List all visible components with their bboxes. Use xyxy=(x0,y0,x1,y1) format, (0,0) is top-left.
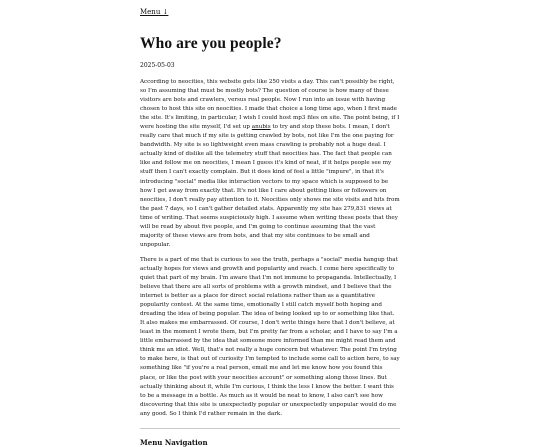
anubis-link[interactable]: anubis xyxy=(251,124,271,131)
paragraph-1-text-a: According to neocities, this website gets like 250 visits a day. This can't possibly be right, so I'm assuming that must be mostly bots? The question of course is how many of these visitors are bots and crawlers, versus real people. Now I run into an issue with having chosen to host this site on neocities. I made that choice a long time ago, when I first made the site. It's limiting, in particular, I wish I could host mp3 files on site. The point being, if I were hosting the site myself, I'd set up xyxy=(140,79,400,131)
paragraph-1 xyxy=(140,78,400,250)
menu-toggle-link[interactable]: Menu ↓ xyxy=(140,8,169,16)
paragraph-2: There is a part of me that is curious to see the truth, perhaps a "social" media hangup that actually hopes for views and growth and popularity and reach. I come here specifically to quiet that part of my brain. I'm aware that I'm not immune to propaganda. Intellectually, I believe that there are all sorts of problems with a growth mindset, and I believe that the internet is better as a place for direct social relations rather than as a quantitative popularity contest. At the same time, emotionally I still catch myself both hoping and dreading the idea of being popular. The idea of being looked up to or something like that. It also makes me embarrassed. Of course, I don't write things here that I don't believe, at least in the moment I wrote them, but I'm pretty far from a scholar, and I have to say I'm a little embarrassed by the idea that someone more informed than me might read them and think me an idiot. Well, that's not really a huge concern but whatever. The point I'm trying to make here, is that out of curiosity I'm tempted to include some call to action here, to say something like "if you're a real person, email me and let me know how you found this place, or like the post with your neocities account" or something along those lines. But actually thinking about it, while I'm curious, I think the less I know the better. I want this to be a message in a bottle. As much as it would be neat to know, I also can't see how discovering that this site is unexpectedly popular or unexpectedly unpopular would do me any good. So I think I'd rather remain in the dark. xyxy=(140,256,400,417)
post-date: 2025-05-03 xyxy=(140,62,175,69)
menu-navigation-heading: Menu Navigation xyxy=(140,437,208,447)
page-title: Who are you people? xyxy=(140,35,282,52)
paragraph-1-text-b: to try and stop these bots. I mean, I don't really care that much if my site is getting crawled by bots, not like I'm the one paying for bandwidth. My site is so lightweight even mass crawling is probably not a huge deal. I actually kind of dislike all the telemetry stuff that neocities has. The fact that people can like and follow me on neocities, I mean I guess it's kind of neat, if it helps people see my stuff then I can't exactly complain. But it does kind of feel a little "impure", in that it's introducing "social" media like interaction vectors to my space which is supposed to be how I get away from exactly that. It's not like I care about getting likes or followers on neocities, I don't really pay attention to it. Neocities only shows me site visits and hits from the past 7 days, so I can't gather detailed stats. Apparently my site has 279,831 views at time of writing. That seems suspiciously high. I assume when writing these posts that they will be read by about five people, and I'm going to continue assuming that the vast majority of these views are from bots, and that my site continues to be small and unpopular. xyxy=(140,124,400,248)
section-divider xyxy=(140,428,400,429)
article-column xyxy=(140,8,400,447)
